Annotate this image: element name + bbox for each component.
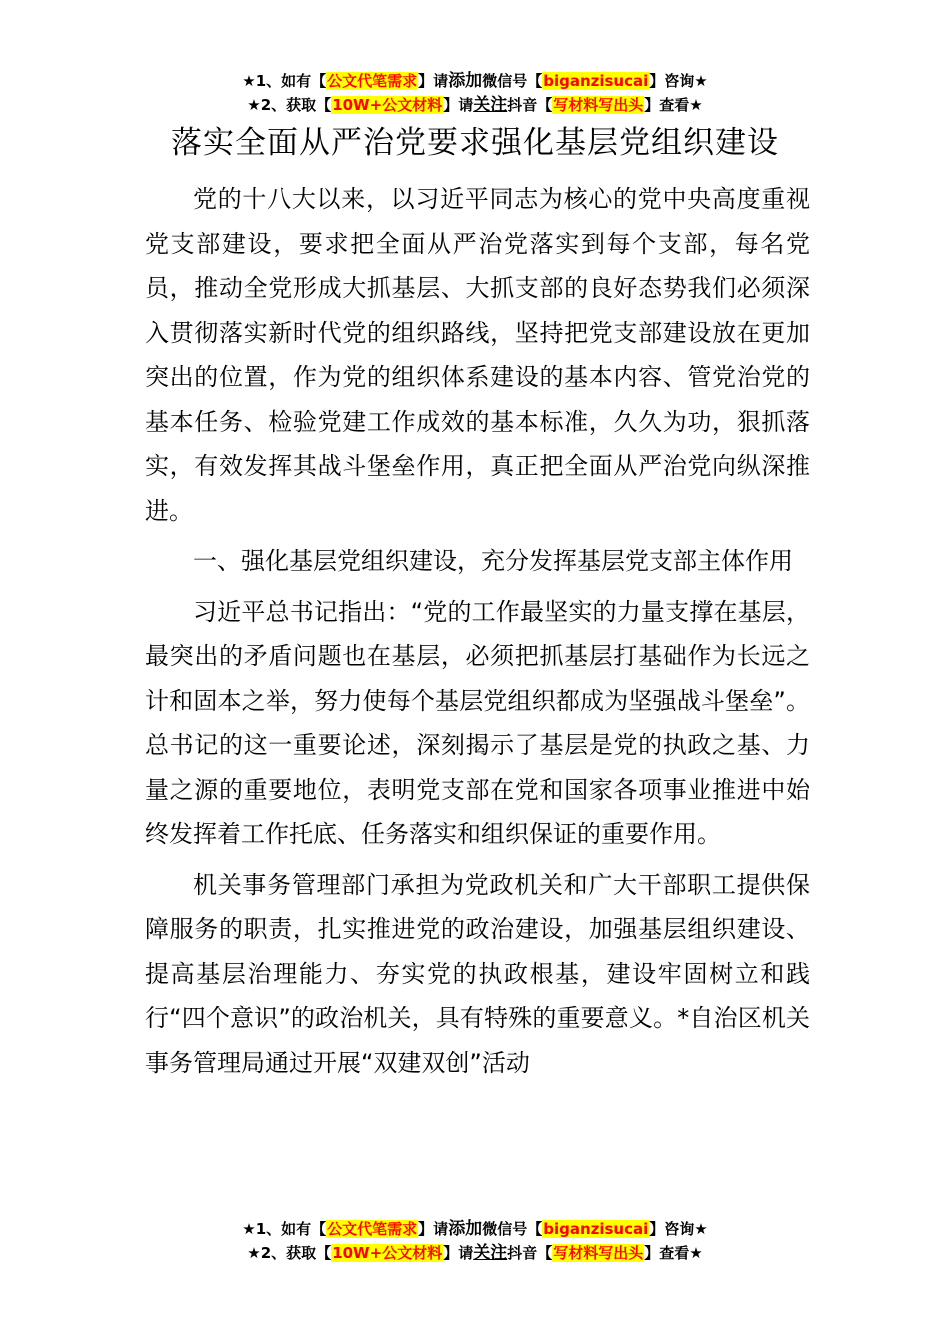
banner-text: 微信号【 <box>482 1220 543 1238</box>
highlight-wechat-id: biganzisucai <box>543 1220 649 1238</box>
highlight-wechat-id: biganzisucai <box>543 72 649 90</box>
footer-banner <box>0 1217 950 1265</box>
banner-emphasis: 添加 <box>448 71 483 91</box>
banner-line-1 <box>0 69 950 93</box>
banner-text: 抖音【 <box>507 96 553 114</box>
highlight-service: 公文代笔需求 <box>327 1220 418 1238</box>
banner-text: ★1、如有【 <box>242 1220 327 1238</box>
banner-emphasis: 关注 <box>473 1243 508 1263</box>
banner-text: ★2、获取【 <box>247 96 332 114</box>
highlight-materials: 10W+公文材料 <box>332 96 443 114</box>
paragraph-agency: 机关事务管理部门承担为党政机关和广大干部职工提供保障服务的职责，扎实推进党的政治建设，加强基层组织建设、提高基层治理能力、夯实党的执政根基，建设牢固树立和践行“四个意识”的政治机关，具有特殊的重要意义。*自治区机关事务管理局通过开展“双建双创”活动 <box>145 870 810 1077</box>
section-heading: 一、强化基层党组织建设，充分发挥基层党支部主体作用 <box>193 547 793 575</box>
paragraph-quote: 习近平总书记指出：“党的工作最坚实的力量支撑在基层，最突出的矛盾问题也在基层，必须把抓基层打基础作为长远之计和固本之举，努力使每个基层党组织都成为坚强战斗堡垒”。总书记的这一重要论述，深刻揭示了基层是党的执政之基、力量之源的重要地位，表明党支部在党和国家各项事业推进中始终发挥着工作托底、任务落实和组织保证的重要作用。 <box>145 597 810 848</box>
banner-text: 】请 <box>418 72 449 90</box>
banner-text: 】咨询★ <box>649 1220 708 1238</box>
banner-text: 】查看★ <box>644 1244 703 1262</box>
banner-text: ★2、获取【 <box>247 1244 332 1262</box>
banner-text: 】请 <box>443 96 474 114</box>
banner-line-2 <box>0 1241 950 1265</box>
banner-text: 】请 <box>443 1244 474 1262</box>
banner-line-1 <box>0 1217 950 1241</box>
banner-line-2 <box>0 93 950 117</box>
banner-emphasis: 关注 <box>473 95 508 115</box>
banner-text: ★1、如有【 <box>242 72 327 90</box>
highlight-douyin-account: 写材料写出头 <box>553 1244 644 1262</box>
paragraph-intro: 党的十八大以来，以习近平同志为核心的党中央高度重视党支部建设，要求把全面从严治党落实到每个支部，每名党员，推动全党形成大抓基层、大抓支部的良好态势我们必须深入贯彻落实新时代党的组织路线，坚持把党支部建设放在更加突出的位置，作为党的组织体系建设的基本内容、管党治党的基本任务、检验党建工作成效的基本标准，久久为功，狠抓落实，有效发挥其战斗堡垒作用，真正把全面从严治党向纵深推进。 <box>145 185 810 525</box>
banner-text: 】咨询★ <box>649 72 708 90</box>
highlight-materials: 10W+公文材料 <box>332 1244 443 1262</box>
banner-text: 微信号【 <box>482 72 543 90</box>
highlight-douyin-account: 写材料写出头 <box>553 96 644 114</box>
banner-text: 】查看★ <box>644 96 703 114</box>
banner-text: 抖音【 <box>507 1244 553 1262</box>
banner-text: 】请 <box>418 1220 449 1238</box>
document-title: 落实全面从严治党要求强化基层党组织建设 <box>171 125 779 161</box>
document-body <box>145 177 810 1085</box>
highlight-service: 公文代笔需求 <box>327 72 418 90</box>
header-banner <box>0 69 950 117</box>
banner-emphasis: 添加 <box>448 1219 483 1239</box>
